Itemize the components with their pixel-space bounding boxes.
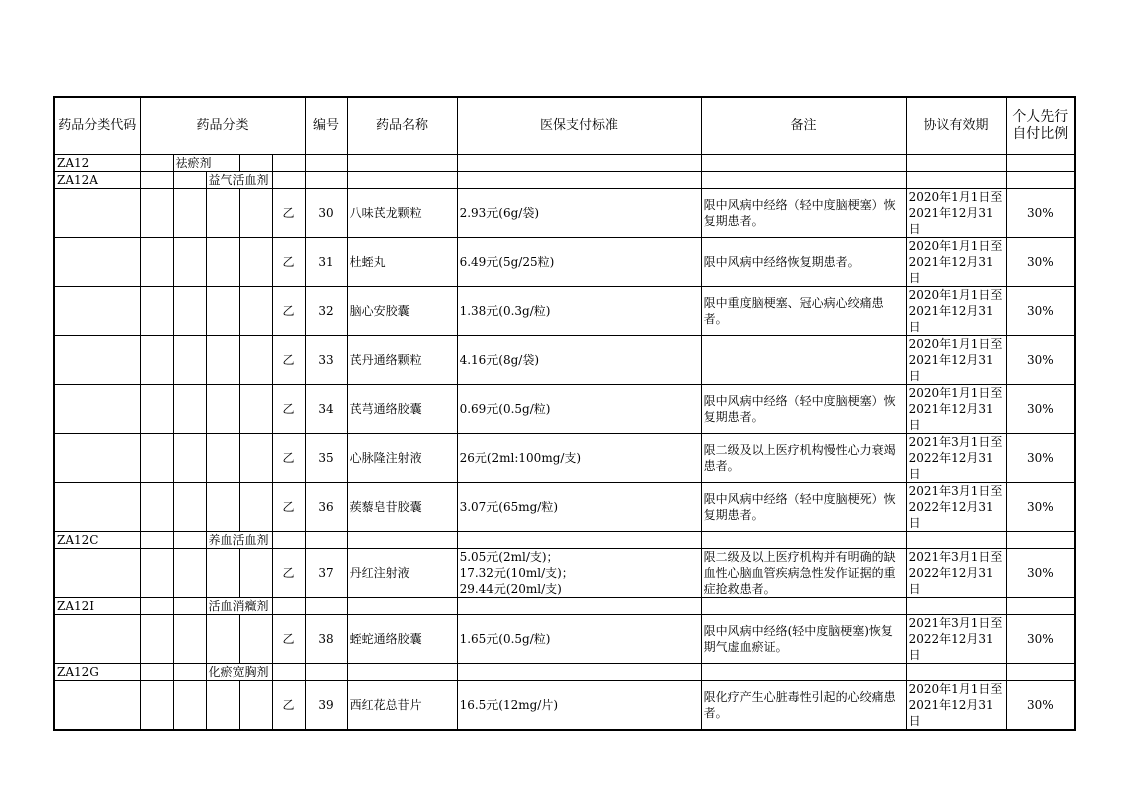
period-start: 2021年3月1日至 (908, 616, 1003, 630)
period-start: 2020年1月1日至 (908, 682, 1003, 696)
payment-standard-line: 4.16元(8g/袋) (459, 353, 540, 367)
drug-agreement-period (906, 434, 1006, 483)
drug-number: 34 (305, 385, 347, 434)
drug-number: 30 (305, 189, 347, 238)
period-start: 2020年1月1日至 (908, 288, 1003, 302)
drug-agreement-period (906, 615, 1006, 664)
top-category-code: ZA12 (54, 155, 140, 172)
drug-catalog-table (53, 96, 1076, 731)
payment-standard-line: 5.05元(2ml/支)； (459, 550, 559, 564)
header-period: 协议有效期 (906, 97, 1006, 155)
drug-grade: 乙 (272, 189, 305, 238)
payment-standard-line: 29.44元(20ml/支) (459, 582, 562, 596)
drug-grade: 乙 (272, 483, 305, 532)
header-row (54, 97, 1075, 155)
drug-row (54, 434, 1075, 483)
drug-number: 33 (305, 336, 347, 385)
group-row (54, 532, 1075, 549)
period-start: 2020年1月1日至 (908, 337, 1003, 351)
drug-note: 限中风病中经络（轻中度脑梗死）恢复期患者。 (701, 483, 906, 532)
drug-payment-standard (457, 189, 701, 238)
drug-payment-standard (457, 434, 701, 483)
payment-standard-line: 1.65元(0.5g/粒) (459, 632, 551, 646)
drug-note: 限中风病中经络（轻中度脑梗塞）恢复期患者。 (701, 385, 906, 434)
group-name: 化瘀宽胸剂 (206, 664, 272, 681)
drug-name: 心脉隆注射液 (347, 434, 457, 483)
payment-standard-line: 1.38元(0.3g/粒) (459, 304, 551, 318)
header-name: 药品名称 (347, 97, 457, 155)
drug-agreement-period (906, 483, 1006, 532)
payment-standard-line: 26元(2ml:100mg/支) (459, 451, 582, 465)
period-start: 2020年1月1日至 (908, 386, 1003, 400)
drug-grade: 乙 (272, 287, 305, 336)
group-code: ZA12A (54, 172, 140, 189)
payment-standard-line: 16.5元(12mg/片) (459, 698, 559, 712)
drug-payment-standard (457, 385, 701, 434)
drug-self-pay-ratio: 30% (1006, 483, 1075, 532)
drug-name: 蛭蛇通络胶囊 (347, 615, 457, 664)
drug-number: 37 (305, 549, 347, 598)
payment-standard-line: 3.07元(65mg/粒) (459, 500, 559, 514)
group-name: 养血活血剂 (206, 532, 272, 549)
drug-row (54, 287, 1075, 336)
drug-name: 芪丹通络颗粒 (347, 336, 457, 385)
drug-agreement-period (906, 549, 1006, 598)
period-end: 2021年12月31日 (908, 255, 994, 285)
header-category: 药品分类 (140, 97, 305, 155)
drug-name: 杜蛭丸 (347, 238, 457, 287)
period-end: 2021年12月31日 (908, 206, 994, 236)
drug-payment-standard (457, 287, 701, 336)
period-end: 2021年12月31日 (908, 402, 994, 432)
payment-standard-line: 6.49元(5g/25粒) (459, 255, 555, 269)
drug-self-pay-ratio: 30% (1006, 434, 1075, 483)
period-start: 2021年3月1日至 (908, 484, 1003, 498)
drug-number: 35 (305, 434, 347, 483)
drug-number: 38 (305, 615, 347, 664)
drug-row (54, 549, 1075, 598)
drug-agreement-period (906, 385, 1006, 434)
header-standard: 医保支付标准 (457, 97, 701, 155)
drug-self-pay-ratio: 30% (1006, 385, 1075, 434)
drug-grade: 乙 (272, 336, 305, 385)
drug-payment-standard (457, 238, 701, 287)
header-ratio: 个人先行自付比例 (1006, 97, 1075, 155)
period-end: 2022年12月31日 (908, 500, 994, 530)
drug-note: 限中风病中经络（轻中度脑梗塞）恢复期患者。 (701, 189, 906, 238)
drug-name: 芪芎通络胶囊 (347, 385, 457, 434)
period-end: 2022年12月31日 (908, 566, 994, 596)
period-start: 2020年1月1日至 (908, 190, 1003, 204)
drug-note: 限化疗产生心脏毒性引起的心绞痛患者。 (701, 681, 906, 731)
period-end: 2021年12月31日 (908, 353, 994, 383)
drug-self-pay-ratio: 30% (1006, 238, 1075, 287)
drug-row (54, 336, 1075, 385)
period-start: 2021年3月1日至 (908, 435, 1003, 449)
drug-self-pay-ratio: 30% (1006, 336, 1075, 385)
drug-grade: 乙 (272, 434, 305, 483)
drug-grade: 乙 (272, 681, 305, 731)
period-start: 2020年1月1日至 (908, 239, 1003, 253)
drug-row (54, 681, 1075, 731)
drug-agreement-period (906, 681, 1006, 731)
drug-row (54, 385, 1075, 434)
group-code: ZA12C (54, 532, 140, 549)
group-row (54, 664, 1075, 681)
drug-self-pay-ratio: 30% (1006, 615, 1075, 664)
drug-grade: 乙 (272, 385, 305, 434)
drug-agreement-period (906, 189, 1006, 238)
drug-self-pay-ratio: 30% (1006, 681, 1075, 731)
group-code: ZA12G (54, 664, 140, 681)
drug-row (54, 615, 1075, 664)
drug-grade: 乙 (272, 615, 305, 664)
top-category-name: 祛瘀剂 (173, 155, 239, 172)
drug-agreement-period (906, 336, 1006, 385)
drug-name: 西红花总苷片 (347, 681, 457, 731)
drug-payment-standard (457, 615, 701, 664)
header-code: 药品分类代码 (54, 97, 140, 155)
drug-self-pay-ratio: 30% (1006, 189, 1075, 238)
drug-number: 36 (305, 483, 347, 532)
drug-name: 蒺藜皂苷胶囊 (347, 483, 457, 532)
drug-number: 31 (305, 238, 347, 287)
drug-note: 限二级及以上医疗机构慢性心力衰竭患者。 (701, 434, 906, 483)
group-row (54, 172, 1075, 189)
payment-standard-line: 2.93元(6g/袋) (459, 206, 540, 220)
drug-note: 限中重度脑梗塞、冠心病心绞痛患者。 (701, 287, 906, 336)
drug-row (54, 238, 1075, 287)
period-start: 2021年3月1日至 (908, 550, 1003, 564)
header-note: 备注 (701, 97, 906, 155)
drug-grade: 乙 (272, 549, 305, 598)
drug-grade: 乙 (272, 238, 305, 287)
drug-payment-standard (457, 681, 701, 731)
drug-number: 32 (305, 287, 347, 336)
drug-agreement-period (906, 287, 1006, 336)
header-number: 编号 (305, 97, 347, 155)
drug-payment-standard (457, 483, 701, 532)
drug-name: 丹红注射液 (347, 549, 457, 598)
period-end: 2022年12月31日 (908, 632, 994, 662)
group-row (54, 598, 1075, 615)
drug-payment-standard (457, 336, 701, 385)
top-category-row (54, 155, 1075, 172)
drug-self-pay-ratio: 30% (1006, 287, 1075, 336)
period-end: 2021年12月31日 (908, 698, 994, 728)
drug-row (54, 483, 1075, 532)
drug-name: 脑心安胶囊 (347, 287, 457, 336)
group-name: 益气活血剂 (206, 172, 272, 189)
drug-agreement-period (906, 238, 1006, 287)
drug-name: 八味芪龙颗粒 (347, 189, 457, 238)
period-end: 2022年12月31日 (908, 451, 994, 481)
payment-standard-line: 17.32元(10ml/支)； (459, 566, 574, 580)
group-name: 活血消癥剂 (206, 598, 272, 615)
drug-note: 限中风病中经络恢复期患者。 (701, 238, 906, 287)
drug-number: 39 (305, 681, 347, 731)
period-end: 2021年12月31日 (908, 304, 994, 334)
drug-row (54, 189, 1075, 238)
drug-note (701, 336, 906, 385)
payment-standard-line: 0.69元(0.5g/粒) (459, 402, 551, 416)
group-code: ZA12I (54, 598, 140, 615)
drug-note: 限二级及以上医疗机构并有明确的缺血性心脑血管疾病急性发作证据的重症抢救患者。 (701, 549, 906, 598)
drug-payment-standard (457, 549, 701, 598)
drug-self-pay-ratio: 30% (1006, 549, 1075, 598)
drug-note: 限中风病中经络(轻中度脑梗塞)恢复期气虚血瘀证。 (701, 615, 906, 664)
